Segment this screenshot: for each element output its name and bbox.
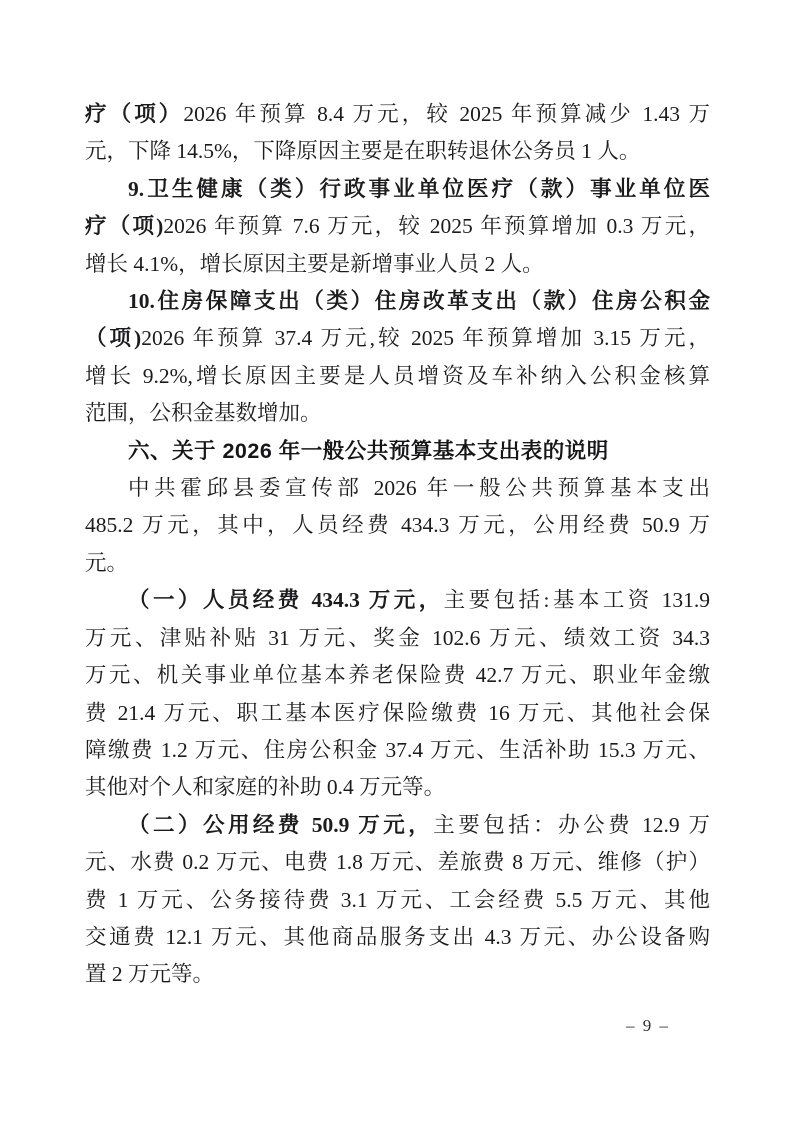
- text-segment: 增长 4.1%，增长原因主要是新增事业人员 2 人。: [85, 251, 544, 276]
- text-segment: 主要包括:基本工资 131.9: [443, 588, 710, 613]
- bold-text-segment: （一）人员经费 434.3 万元，: [128, 588, 444, 613]
- text-line: [85, 882, 710, 919]
- text-segment: 置 2 万元等。: [85, 962, 215, 987]
- text-segment: 费 1 万元、公务接待费 3.1 万元、工会经费 5.5 万元、其他: [85, 887, 710, 912]
- text-line: [85, 507, 710, 544]
- text-segment: 其他对个人和家庭的补助 0.4 万元等。: [85, 775, 446, 800]
- text-segment: 元，下降 14.5%，下降原因主要是在职转退休公务员 1 人。: [85, 139, 641, 164]
- text-line: [85, 620, 710, 657]
- text-line: [85, 171, 710, 208]
- text-segment: 交通费 12.1 万元、其他商品服务支出 4.3 万元、办公设备购: [85, 924, 710, 949]
- text-line: [85, 732, 710, 769]
- text-segment: 费 21.4 万元、职工基本医疗保险缴费 16 万元、其他社会保: [85, 700, 710, 725]
- page-number: – 9 –: [626, 1016, 670, 1035]
- text-line: [85, 844, 710, 881]
- text-line: [85, 807, 710, 844]
- text-line: [85, 96, 710, 133]
- text-segment: 万元、机关事业单位基本养老保险费 42.7 万元、职业年金缴: [85, 663, 710, 688]
- text-line: [85, 956, 710, 993]
- document-body: [85, 96, 710, 994]
- text-line: [85, 208, 710, 245]
- text-segment: 2026 年预算 8.4 万元，较 2025 年预算减少 1.43 万: [183, 102, 710, 126]
- text-line: [85, 283, 710, 320]
- section-heading: [85, 433, 710, 470]
- text-line: [85, 695, 710, 732]
- text-line: [85, 320, 710, 357]
- text-line: [85, 246, 710, 283]
- bold-text-segment: 10.住房保障支出（类）住房改革支出（款）住房公积金: [128, 289, 710, 314]
- text-segment: 范围，公积金基数增加。: [85, 401, 322, 426]
- text-segment: 元、水费 0.2 万元、电费 1.8 万元、差旅费 8 万元、维修（护）: [85, 850, 710, 875]
- text-line: [85, 395, 710, 432]
- text-segment: 2026 年预算 37.4 万元,较 2025 年预算增加 3.15 万元，: [141, 326, 710, 351]
- text-line: [85, 133, 710, 170]
- bold-text-segment: （项): [85, 326, 142, 351]
- text-line: [85, 470, 710, 507]
- text-segment: 主要包括：办公费 12.9 万: [433, 812, 710, 837]
- text-segment: 485.2 万元，其中，人员经费 434.3 万元，公用经费 50.9 万: [85, 513, 710, 538]
- text-line: [85, 545, 710, 582]
- text-line: [85, 657, 710, 694]
- text-line: [85, 358, 710, 395]
- text-segment: 元。: [85, 550, 129, 575]
- text-segment: 增长 9.2%,增长原因主要是人员增资及车补纳入公积金核算: [85, 363, 710, 388]
- bold-text-segment: 9.卫生健康（类）行政事业单位医疗（款）事业单位医: [128, 176, 710, 201]
- text-line: [85, 582, 710, 619]
- text-line: [85, 769, 710, 806]
- text-segment: 障缴费 1.2 万元、住房公积金 37.4 万元、生活补助 15.3 万元、: [85, 737, 710, 762]
- bold-text-segment: 六、关于 2026 年一般公共预算基本支出表的说明: [128, 438, 609, 463]
- text-segment: 万元、津贴补贴 31 万元、奖金 102.6 万元、绩效工资 34.3: [85, 625, 710, 650]
- bold-text-segment: 疗（项): [85, 214, 164, 239]
- bold-text-segment: 疗（项）: [85, 102, 184, 126]
- text-segment: 中共霍邱县委宣传部 2026 年一般公共预算基本支出: [128, 476, 710, 501]
- text-segment: 2026 年预算 7.6 万元，较 2025 年预算增加 0.3 万元，: [163, 214, 710, 239]
- text-line: [85, 919, 710, 956]
- bold-text-segment: （二）公用经费 50.9 万元，: [128, 812, 434, 837]
